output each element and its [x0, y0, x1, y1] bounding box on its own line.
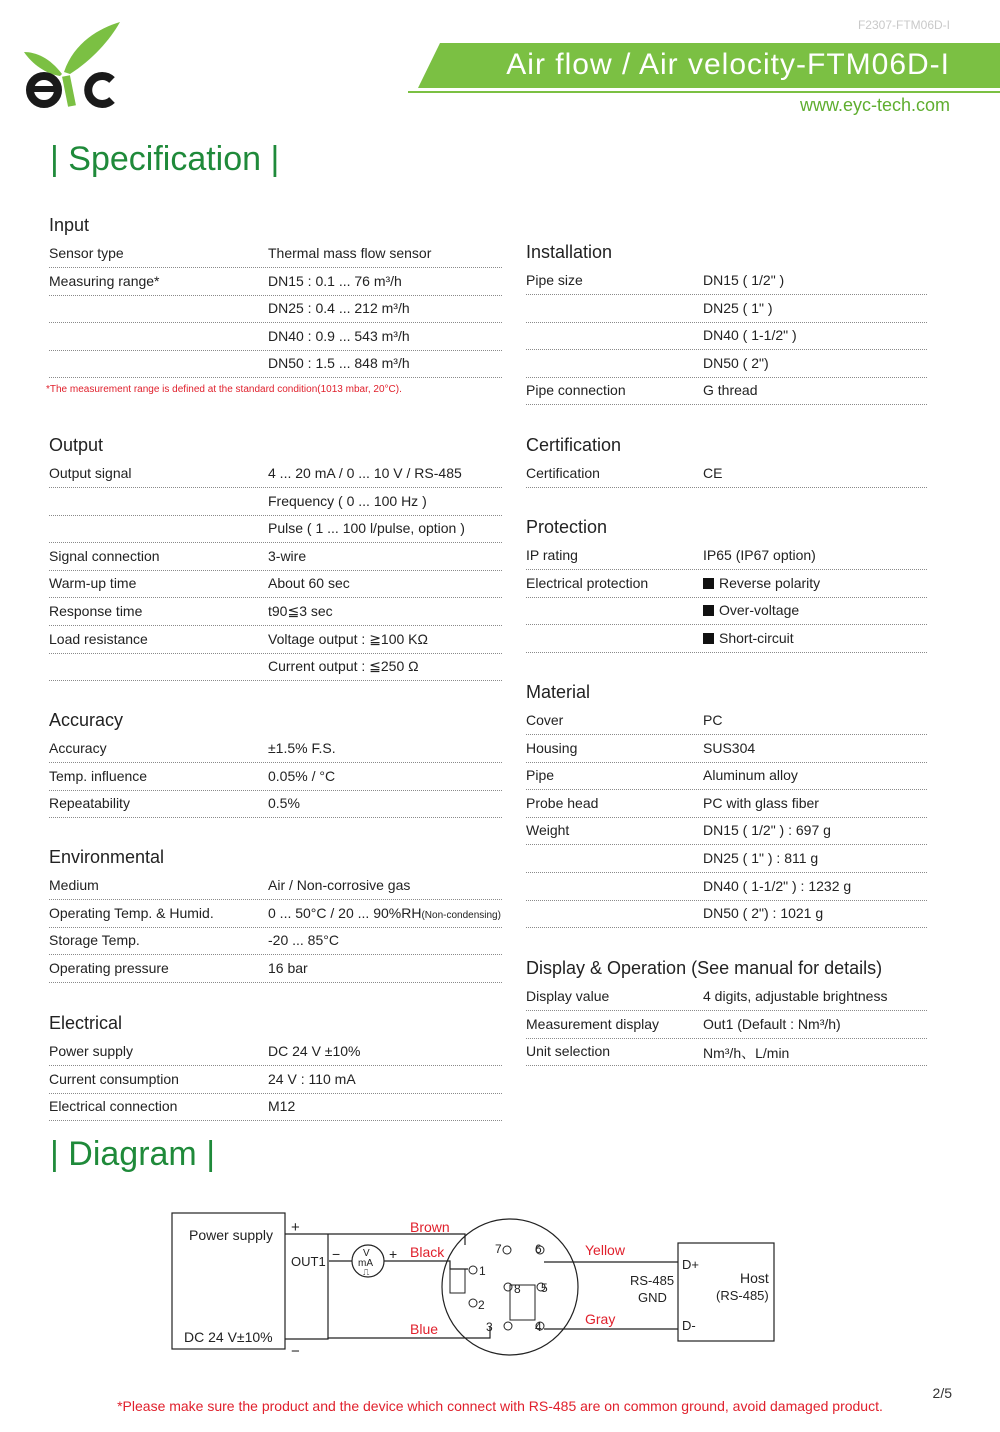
- spec-value-text: Voltage output : ≧100 KΩ: [268, 630, 428, 647]
- spec-value: [268, 1098, 295, 1114]
- spec-label: Measuring range*: [49, 272, 160, 289]
- document-id: F2307-FTM06D-I: [857, 18, 950, 32]
- eyc-logo: [22, 22, 122, 108]
- display-row: [526, 1038, 927, 1066]
- spec-value-text: 24 V : 110 mA: [268, 1070, 356, 1087]
- bullet-square-icon: [703, 605, 714, 616]
- spec-label: Medium: [49, 877, 99, 893]
- spec-value-text: Air / Non-corrosive gas: [268, 877, 411, 893]
- spec-value: [703, 630, 794, 646]
- output-row: [49, 598, 502, 626]
- output-group-title: Output: [49, 435, 104, 455]
- spec-label: Operating pressure: [49, 959, 169, 976]
- pin-8: 8: [514, 1282, 521, 1296]
- yellow-label: Yellow: [585, 1242, 625, 1258]
- spec-value-text: DN40 ( 1-1/2" ) : 1232 g: [703, 877, 852, 894]
- spec-value-text: Frequency ( 0 ... 100 Hz ): [268, 492, 427, 509]
- spec-value: [268, 273, 402, 289]
- meter-minus: −: [332, 1246, 341, 1262]
- spec-value-text: Nm³/h、L/min: [703, 1045, 790, 1062]
- spec-value-text: 0.05% / °C: [268, 767, 336, 784]
- environmental-row: [49, 872, 502, 900]
- spec-value: [268, 245, 431, 261]
- pin-5: 5: [541, 1281, 548, 1295]
- accuracy-row: [49, 763, 502, 791]
- spec-value-text: DN15 ( 1/2" ): [703, 272, 785, 288]
- spec-value-text: Out1 (Default : Nm³/h): [703, 1015, 841, 1032]
- spec-label: Load resistance: [49, 630, 148, 647]
- spec-value: [703, 575, 820, 591]
- spec-label: Operating Temp. & Humid.: [49, 904, 214, 921]
- spec-label: Certification: [526, 465, 600, 481]
- protection-row: [526, 597, 927, 625]
- output-row: [49, 570, 502, 598]
- meter-ma-label: mA: [358, 1258, 373, 1269]
- spec-value: [268, 1043, 361, 1059]
- brown-label: Brown: [410, 1219, 450, 1235]
- spec-value-text: t90≦3 sec: [268, 603, 333, 619]
- spec-label: Signal connection: [49, 547, 160, 564]
- host-label: Host: [740, 1270, 769, 1286]
- bullet-square-icon: [703, 633, 714, 644]
- spec-value-text: 3-wire: [268, 547, 307, 564]
- spec-value-text: DN40 ( 1-1/2" ): [703, 327, 797, 344]
- spec-value-text: DN15 : 0.1 ... 76 m³/h: [268, 272, 402, 289]
- spec-value-text: DN15 ( 1/2" ) : 697 g: [703, 822, 831, 839]
- accuracy-group-title: Accuracy: [49, 710, 124, 730]
- product-title: Air flow / Air velocity-FTM06D-I: [506, 48, 950, 81]
- spec-value-text: IP65 (IP67 option): [703, 547, 816, 563]
- meter-pulse-label: ⎍: [363, 1267, 370, 1277]
- protection-group-title: Protection: [526, 517, 608, 537]
- spec-value: [268, 960, 308, 976]
- material-row: [526, 900, 927, 928]
- spec-value-text: DN40 : 0.9 ... 543 m³/h: [268, 327, 410, 344]
- spec-value: [703, 355, 769, 371]
- spec-value: [268, 603, 333, 620]
- host-sub-label: (RS-485): [716, 1288, 769, 1303]
- output-row: [49, 653, 502, 681]
- rs485-label: RS-485: [630, 1273, 675, 1288]
- spec-label: Response time: [49, 603, 143, 619]
- installation-row: [526, 295, 927, 323]
- diagram-heading: | Diagram |: [50, 1135, 216, 1173]
- website-url: www.eyc-tech.com: [799, 95, 950, 115]
- spec-label: Temp. influence: [49, 767, 148, 784]
- meter-v-label: V: [363, 1248, 370, 1259]
- protection-row: [526, 625, 927, 653]
- meter-plus: +: [389, 1246, 398, 1262]
- spec-value-text: 4 digits, adjustable brightness: [703, 988, 888, 1004]
- accuracy-row: [49, 790, 502, 818]
- spec-value: [703, 878, 851, 894]
- spec-value-text: 4 ... 20 mA / 0 ... 10 V / RS-485: [268, 465, 462, 481]
- certification-group-title: Certification: [526, 435, 622, 455]
- spec-value-text: 0.5%: [268, 795, 300, 812]
- electrical-row: [49, 1066, 502, 1094]
- spec-value-text: ±1.5% F.S.: [268, 740, 336, 756]
- electrical-group-title: Electrical: [49, 1013, 123, 1033]
- spec-value: [703, 272, 784, 288]
- spec-value-text: -20 ... 85°C: [268, 932, 339, 949]
- spec-value: [703, 547, 816, 563]
- input-row: [49, 323, 502, 351]
- spec-value: [268, 493, 427, 509]
- spec-value-suffix: (Non-condensing): [421, 909, 501, 921]
- spec-label: Warm-up time: [49, 575, 137, 592]
- pin-7: 7: [495, 1242, 502, 1256]
- display-row: [526, 983, 927, 1011]
- spec-label: Measurement display: [526, 1015, 660, 1032]
- spec-value: [703, 712, 722, 728]
- spec-value-text: 0 ... 50°C / 20 ... 90%RH: [268, 904, 422, 921]
- spec-label: Weight: [526, 822, 570, 839]
- pin-1: 1: [479, 1264, 486, 1278]
- spec-value: [703, 300, 773, 316]
- spec-value: [703, 905, 823, 921]
- out1-label: OUT1: [291, 1254, 326, 1269]
- pin-2: 2: [478, 1298, 485, 1312]
- spec-value-text: PC with glass fiber: [703, 794, 819, 811]
- spec-label: Pipe size: [526, 272, 583, 288]
- spec-value-text: Short-circuit: [719, 629, 794, 646]
- spec-value: [268, 575, 350, 591]
- spec-value: [703, 850, 818, 866]
- spec-value-text: Aluminum alloy: [703, 767, 798, 784]
- minus-terminal: −: [291, 1343, 300, 1360]
- spec-value: [268, 658, 419, 675]
- installation-group-title: Installation: [526, 242, 613, 262]
- footer-warning: *Please make sure the product and the device which connect with RS-485 are on common ground, avoid damaged product.: [117, 1398, 883, 1414]
- input-group-title: Input: [49, 215, 90, 235]
- spec-value-text: Thermal mass flow sensor: [268, 245, 432, 261]
- spec-value: [268, 548, 306, 564]
- installation-row: [526, 322, 927, 350]
- display-group-title: Display & Operation (See manual for details): [526, 958, 883, 978]
- material-row: [526, 845, 927, 873]
- input-row: [49, 295, 502, 323]
- electrical-row: [49, 1038, 502, 1066]
- wiring-diagram: [165, 1205, 785, 1365]
- spec-label: Electrical connection: [49, 1098, 178, 1115]
- spec-value-text: DN25 : 0.4 ... 212 m³/h: [268, 300, 410, 317]
- black-wire: [384, 1261, 468, 1269]
- output-row: [49, 488, 502, 516]
- spec-label: Current consumption: [49, 1070, 179, 1087]
- material-row: [526, 817, 927, 845]
- spec-value-text: PC: [703, 712, 723, 728]
- spec-label: Output signal: [49, 465, 132, 481]
- specification-heading: | Specification |: [50, 140, 280, 178]
- spec-value: [268, 905, 501, 921]
- black-label: Black: [410, 1244, 445, 1260]
- spec-label: Electrical protection: [526, 574, 649, 591]
- spec-label: Pipe: [526, 767, 555, 784]
- spec-value: [703, 327, 797, 343]
- spec-value: [268, 520, 465, 536]
- spec-label: Accuracy: [49, 740, 107, 756]
- spec-value-text: Current output : ≦250 Ω: [268, 658, 419, 675]
- gray-label: Gray: [585, 1311, 616, 1327]
- plus-terminal: +: [291, 1219, 300, 1236]
- environmental-row: [49, 900, 502, 928]
- dc-voltage-label: DC 24 V±10%: [184, 1329, 273, 1345]
- spec-value-text: DN50 ( 2"): [703, 354, 769, 371]
- spec-value-text: About 60 sec: [268, 575, 350, 592]
- output-row: [49, 460, 502, 488]
- power-supply-label: Power supply: [189, 1227, 274, 1243]
- material-row: [526, 873, 927, 901]
- protection-row: [526, 570, 927, 598]
- d-plus-label: D+: [682, 1257, 699, 1272]
- spec-label: Cover: [526, 712, 564, 728]
- spec-value: [268, 932, 339, 948]
- spec-value-text: DN50 ( 2") : 1021 g: [703, 905, 824, 922]
- spec-value: [703, 767, 798, 783]
- spec-value: [703, 795, 819, 811]
- spec-label: Repeatability: [49, 795, 130, 812]
- pin-6: 6: [535, 1242, 542, 1256]
- material-row: [526, 762, 927, 790]
- spec-value: [703, 602, 799, 618]
- output-row: [49, 543, 502, 571]
- spec-value-text: DN25 ( 1" ): [703, 299, 773, 316]
- spec-value-text: Over-voltage: [719, 602, 800, 619]
- spec-value: [268, 768, 335, 784]
- spec-value: [268, 328, 410, 344]
- page-number: 2/5: [932, 1385, 952, 1401]
- certification-row: [526, 460, 927, 488]
- protection-row: [526, 542, 927, 570]
- spec-value-text: DC 24 V ±10%: [268, 1043, 361, 1059]
- title-underline: [408, 91, 1000, 93]
- output-row: [49, 515, 502, 543]
- spec-value: [268, 631, 428, 648]
- spec-value: [268, 465, 462, 481]
- material-row: [526, 707, 927, 735]
- spec-value: [268, 1071, 356, 1087]
- d-minus-label: D-: [682, 1318, 696, 1333]
- spec-value: [268, 795, 300, 811]
- environmental-group-title: Environmental: [49, 847, 165, 867]
- material-row: [526, 790, 927, 818]
- spec-label: Storage Temp.: [49, 932, 140, 949]
- electrical-row: [49, 1093, 502, 1121]
- gnd-label: GND: [638, 1290, 667, 1305]
- spec-label: IP rating: [526, 547, 578, 563]
- blue-label: Blue: [410, 1321, 439, 1337]
- spec-label: Unit selection: [526, 1043, 611, 1060]
- spec-value: [268, 300, 410, 316]
- material-group-title: Material: [526, 682, 591, 702]
- spec-value-text: DN50 : 1.5 ... 848 m³/h: [268, 355, 410, 372]
- output-row: [49, 626, 502, 654]
- display-row: [526, 1011, 927, 1039]
- spec-value: [703, 382, 757, 398]
- spec-value-text: SUS304: [703, 739, 756, 756]
- environmental-row: [49, 955, 502, 983]
- input-row: [49, 240, 502, 268]
- input-row: [49, 268, 502, 296]
- spec-value-text: M12: [268, 1098, 296, 1115]
- pin-4: 4: [535, 1320, 542, 1334]
- spec-value: [268, 355, 410, 371]
- spec-label: Power supply: [49, 1043, 134, 1059]
- spec-value-text: DN25 ( 1" ) : 811 g: [703, 850, 819, 866]
- installation-row: [526, 377, 927, 405]
- connector-pins: [469, 1246, 545, 1330]
- spec-value-text: CE: [703, 465, 723, 481]
- spec-value: [703, 740, 755, 756]
- material-row: [526, 735, 927, 763]
- pin-3: 3: [486, 1320, 493, 1334]
- environmental-row: [49, 927, 502, 955]
- spec-value: [703, 822, 831, 838]
- accuracy-row: [49, 735, 502, 763]
- spec-label: Display value: [526, 988, 610, 1004]
- spec-value: [268, 740, 336, 756]
- spec-value: [268, 877, 410, 893]
- spec-label: Housing: [526, 739, 578, 756]
- spec-value: [703, 988, 887, 1004]
- installation-row: [526, 350, 927, 378]
- spec-value: [703, 465, 722, 481]
- spec-value: [703, 1016, 841, 1032]
- spec-label: Sensor type: [49, 245, 124, 261]
- spec-label: Probe head: [526, 794, 599, 811]
- spec-label: Pipe connection: [526, 382, 626, 399]
- spec-value-text: 16 bar: [268, 959, 308, 976]
- input-row: [49, 350, 502, 378]
- spec-value-text: Pulse ( 1 ... 100 l/pulse, option ): [268, 520, 465, 537]
- spec-value-text: Reverse polarity: [719, 574, 821, 591]
- installation-row: [526, 267, 927, 295]
- measurement-range-note: *The measurement range is defined at the standard condition(1013 mbar, 20°C).: [46, 384, 402, 395]
- spec-value-text: G thread: [703, 382, 758, 399]
- spec-value: [703, 1043, 789, 1063]
- bullet-square-icon: [703, 578, 714, 589]
